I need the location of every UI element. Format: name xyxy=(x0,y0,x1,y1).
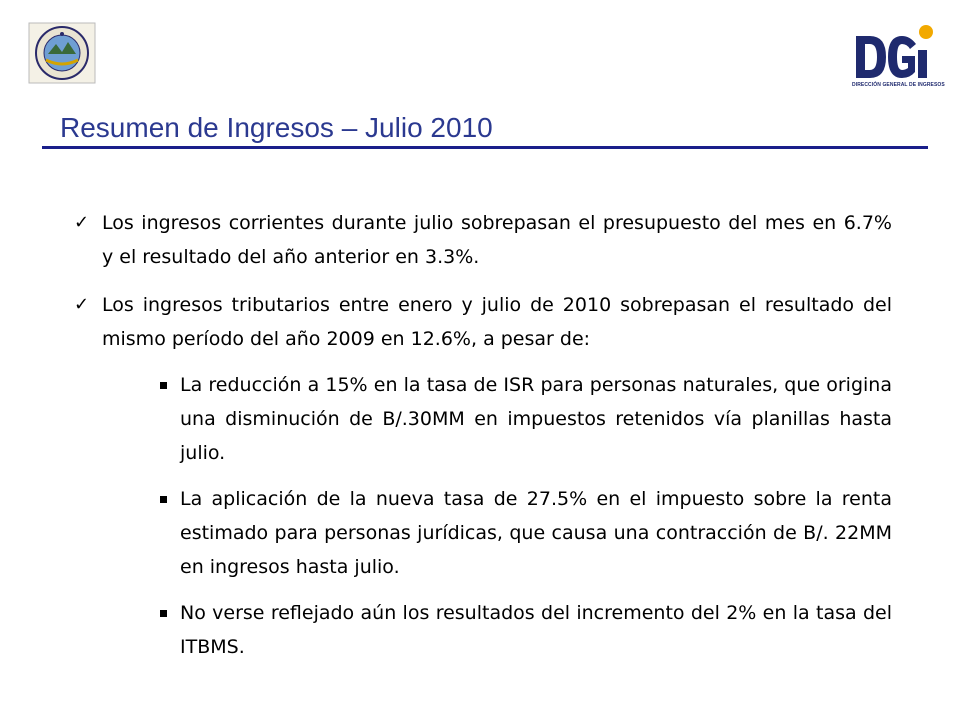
bullet-text: Los ingresos tributarios entre enero y julio de 2010 sobrepasan el resultado del mismo período del año 2009 en 12.6%, a pesar de: xyxy=(102,294,892,350)
square-bullet-icon xyxy=(160,496,167,503)
bullet-item xyxy=(72,206,892,274)
square-bullet-icon xyxy=(160,382,167,389)
subbullet-text: La aplicación de la nueva tasa de 27.5% en el impuesto sobre la renta estimado para personas jurídicas, que causa una contracción de B/. 22MM en ingresos hasta julio. xyxy=(180,488,892,578)
dgi-logo-mark xyxy=(852,22,936,82)
title-underline xyxy=(42,146,928,149)
subbullet-text: La reducción a 15% en la tasa de ISR para personas naturales, que origina una disminución de B/.30MM en impuestos retenidos vía planillas hasta julio. xyxy=(180,374,892,464)
subbullet-list xyxy=(72,368,892,664)
subbullet-item xyxy=(166,596,892,664)
square-bullet-icon xyxy=(160,610,167,617)
subbullet-item xyxy=(166,368,892,470)
dgi-caption: DIRECCIÓN GENERAL DE INGRESOS xyxy=(852,82,945,88)
bullet-item xyxy=(72,288,892,356)
subbullet-item xyxy=(166,482,892,584)
subbullet-text: No verse reflejado aún los resultados del incremento del 2% en la tasa del ITBMS. xyxy=(180,602,892,658)
slide-title: Resumen de Ingresos – Julio 2010 xyxy=(60,112,493,143)
checkmark-icon: ✓ xyxy=(74,212,90,233)
ministry-seal-logo xyxy=(28,22,96,84)
slide-content xyxy=(72,206,892,664)
checkmark-icon: ✓ xyxy=(74,294,90,315)
bullet-text: Los ingresos corrientes durante julio sobrepasan el presupuesto del mes en 6.7% y el resultado del año anterior en 3.3%. xyxy=(102,212,892,268)
dgi-logo xyxy=(852,22,945,90)
